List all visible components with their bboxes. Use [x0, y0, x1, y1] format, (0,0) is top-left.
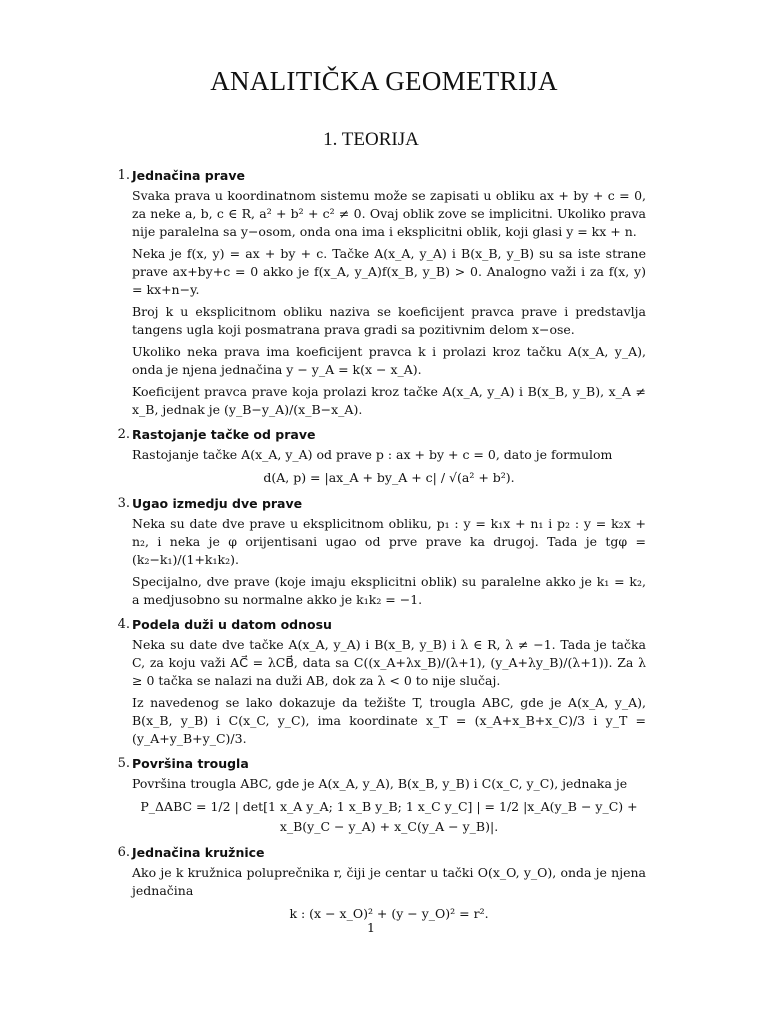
- theory-item: [114, 166, 646, 419]
- theory-list: [114, 166, 646, 930]
- item-number: 4.: [117, 617, 130, 632]
- item-heading: Površina trougla: [132, 756, 249, 771]
- paragraph: Koeficijent pravca prave koja prolazi kroz tačke A(x_A, y_A) i B(x_B, y_B), x_A ≠ x_B, jednak je (y_B−y_A)/(x_B−x_A).: [132, 384, 646, 417]
- item-heading: Jednačina kružnice: [132, 845, 265, 860]
- item-number: 6.: [117, 845, 130, 860]
- paragraph: Površina trougla ABC, gde je A(x_A, y_A), B(x_B, y_B) i C(x_C, y_C), jednaka je: [132, 776, 628, 791]
- paragraph: Neka je f(x, y) = ax + by + c. Tačke A(x_A, y_A) i B(x_B, y_B) su sa iste strane prave ax+by+c = 0 akko je f(x_A, y_A)f(x_B, y_B) > 0. Analogno važi i za f(x, y) = kx+n−y.: [132, 246, 646, 297]
- paragraph: Specijalno, dve prave (koje imaju eksplicitni oblik) su paralelne akko je k₁ = k₂, a medjusobno su normalne akko je k₁k₂ = −1.: [132, 574, 646, 607]
- paragraph: Ukoliko neka prava ima koeficijent pravca k i prolazi kroz tačku A(x_A, y_A), onda je njena jednačina y − y_A = k(x − x_A).: [132, 344, 646, 377]
- paragraph: Broj k u eksplicitnom obliku naziva se koeficijent pravca prave i predstavlja tangens ugla koji posmatrana prava gradi sa pozitivnim delom x−ose.: [132, 304, 646, 337]
- theory-item: [114, 843, 646, 924]
- theory-item: [114, 754, 646, 837]
- display-formula: k : (x − x_O)² + (y − y_O)² = r².: [289, 906, 489, 921]
- item-number: 5.: [117, 756, 130, 771]
- document-title: ANALITIČKA GEOMETRIJA: [210, 66, 558, 96]
- paragraph: Iz navedenog se lako dokazuje da težište T, trougla ABC, gde je A(x_A, y_A), B(x_B, y_B) i C(x_C, y_C), ima koordinate x_T = (x_A+x_B+x_C)/3 i y_T = (y_A+y_B+y_C)/3.: [132, 695, 646, 746]
- paragraph: Neka su date dve prave u eksplicitnom obliku, p₁ : y = k₁x + n₁ i p₂ : y = k₂x + n₂, i neka je φ orijentisani ugao od prve prave ka drugoj. Tada je tgφ = (k₂−k₁)/(1+k₁k₂).: [132, 516, 646, 567]
- paragraph: Ako je k kružnica poluprečnika r, čiji je centar u tački O(x_O, y_O), onda je njena jednačina: [132, 865, 646, 898]
- theory-item: [114, 494, 646, 609]
- item-heading: Podela duži u datom odnosu: [132, 617, 332, 632]
- item-number: 1.: [117, 168, 130, 183]
- item-heading: Jednačina prave: [132, 168, 245, 183]
- display-formula: P_ΔABC = 1/2 | det[1 x_A y_A; 1 x_B y_B; 1 x_C y_C] | = 1/2 |x_A(y_B − y_C) + x_B(y_C − y_A) + x_C(y_A − y_B)|.: [140, 799, 638, 834]
- paragraph: Neka su date dve tačke A(x_A, y_A) i B(x_B, y_B) i λ ∈ R, λ ≠ −1. Tada je tačka C, za koju važi AC⃗ = λCB⃗, data sa C((x_A+λx_B)/(λ+1), (y_A+λy_B)/(λ+1)). Za λ ≥ 0 tačka se nalazi na duži AB, dok za λ < 0 to nije slučaj.: [132, 637, 646, 688]
- display-formula: d(A, p) = |ax_A + by_A + c| / √(a² + b²).: [263, 470, 515, 485]
- theory-item: [114, 615, 646, 748]
- paragraph: Svaka prava u koordinatnom sistemu može se zapisati u obliku ax + by + c = 0, za neke a, b, c ∈ R, a² + b² + c² ≠ 0. Ovaj oblik zove se implicitni. Ukoliko prava nije paralelna sa y−osom, onda ona ima i eksplicitni oblik, koji glasi y = kx + n.: [132, 188, 646, 239]
- item-number: 3.: [117, 496, 130, 511]
- theory-item: [114, 425, 646, 488]
- item-number: 2.: [117, 427, 130, 442]
- item-heading: Ugao izmedju dve prave: [132, 496, 303, 511]
- paragraph: Rastojanje tačke A(x_A, y_A) od prave p : ax + by + c = 0, dato je formulom: [132, 447, 613, 462]
- page-number: 1: [367, 920, 375, 935]
- item-heading: Rastojanje tačke od prave: [132, 427, 316, 442]
- section-heading: 1. TEORIJA: [323, 129, 419, 150]
